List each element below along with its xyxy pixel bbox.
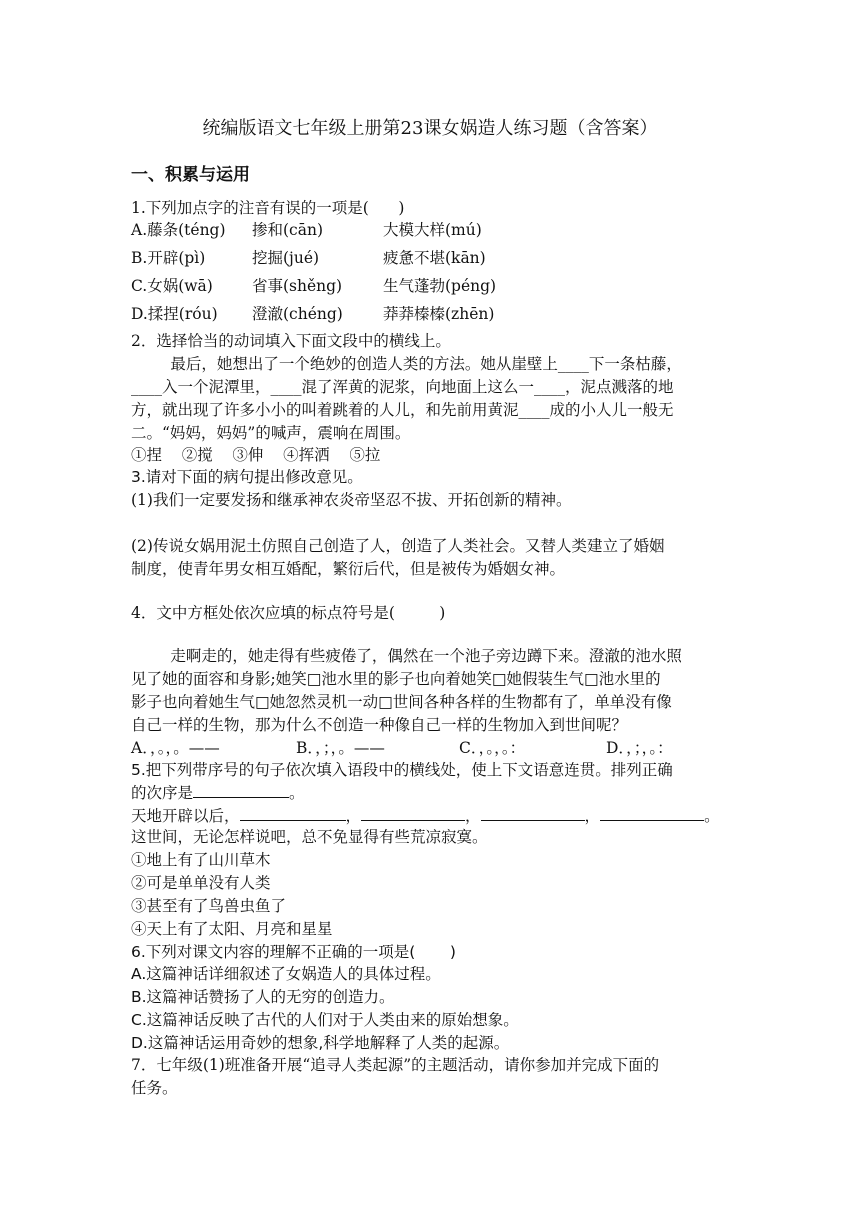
- q1-option-d3: 莽莽榛榛(zhēn): [383, 305, 495, 323]
- fill-blank-1[interactable]: [240, 804, 346, 821]
- q6-option-d: D.这篇神话运用奇妙的想象,科学地解释了人类的起源。: [131, 1034, 510, 1052]
- question-1-stem: 1.下列加点字的注音有误的一项是( ): [131, 199, 405, 217]
- question-7-stem-line2: 任务。: [131, 1079, 178, 1097]
- q1-option-b1: B.开辟(pì): [131, 249, 206, 267]
- section-heading: 一、积累与运用: [131, 165, 250, 185]
- q2-options: ①捏 ②搅 ③伸 ④挥洒 ⑤拉: [131, 446, 381, 464]
- q2-passage-line: 最后，她想出了一个绝妙的创造人类的方法。她从崖壁上____下一条枯藤，: [131, 355, 682, 373]
- q3-sentence-2-line2: 制度，使青年男女相互婚配，繁衍后代，但是被传为婚姻女神。: [131, 560, 566, 578]
- q3-sentence-1: (1)我们一定要发扬和继承神农炎帝坚忍不拔、开拓创新的精神。: [131, 491, 572, 509]
- fill-blank-3[interactable]: [481, 804, 585, 821]
- q5-item: ①地上有了山川草木: [131, 851, 271, 869]
- q4-option-c: C．，。，。：: [459, 739, 526, 757]
- q1-option-b3: 疲惫不堪(kān): [383, 249, 486, 267]
- q4-passage-line: 走啊走的，她走得有些疲倦了，偶然在一个池子旁边蹲下来。澄澈的池水照: [131, 647, 682, 665]
- question-6-stem: 6.下列对课文内容的理解不正确的一项是( ): [131, 943, 456, 961]
- q5-item: ③甚至有了鸟兽虫鱼了: [131, 897, 287, 915]
- question-4-stem: 4．文中方框处依次应填的标点符号是( ): [131, 604, 446, 622]
- q1-option-a3: 大模大样(mú): [383, 221, 482, 239]
- q2-passage-line: 方，就出现了许多小小的叫着跳着的人儿，和先前用黄泥____成的小人儿一般无: [131, 401, 674, 419]
- q5-fill-line: 天地开辟以后， ， ， ， 。: [131, 804, 720, 827]
- question-2-stem: 2．选择恰当的动词填入下面文段中的横线上。: [131, 332, 451, 350]
- fill-blank-2[interactable]: [361, 804, 465, 821]
- q4-option-a: A．，。，。——: [131, 739, 220, 757]
- document-title: 统编版语文七年级上册第23课女娲造人练习题（含答案）: [202, 118, 658, 139]
- q1-option-a1: A.藤条(téng): [131, 221, 226, 239]
- answer-blank[interactable]: [193, 781, 289, 798]
- q6-option-a: A.这篇神话详细叙述了女娲造人的具体过程。: [131, 965, 441, 983]
- q4-passage-line: 见了她的面容和身影;她笑□池水里的影子也向着她笑□她假装生气□池水里的: [131, 670, 661, 688]
- q4-passage-line: 自己一样的生物，那为什么不创造一种像自己一样的生物加入到世间呢？: [131, 716, 628, 734]
- q6-option-c: C.这篇神话反映了古代的人们对于人类由来的原始想象。: [131, 1011, 519, 1029]
- q5-item: ②可是单单没有人类: [131, 874, 271, 892]
- q2-passage-line: ____入一个泥潭里，____混了浑黄的泥浆，向地面上这么一____，泥点溅落的地: [131, 378, 674, 396]
- q1-option-b2: 挖掘(jué): [252, 249, 320, 267]
- q5-after-text: 这世间，无论怎样说吧，总不免显得有些荒凉寂寞。: [131, 828, 488, 846]
- q3-sentence-2-line1: (2)传说女娲用泥土仿照自己创造了人，创造了人类社会。又替人类建立了婚姻: [131, 537, 665, 555]
- question-7-stem: 7．七年级(1)班准备开展“追寻人类起源”的主题活动，请你参加并完成下面的: [131, 1056, 660, 1074]
- q1-option-c2: 省事(shěng): [252, 277, 343, 295]
- q4-option-b: B．，；，。——: [296, 739, 385, 757]
- fill-blank-4[interactable]: [600, 804, 704, 821]
- q1-option-c3: 生气蓬勃(péng): [383, 277, 497, 295]
- q6-option-b: B.这篇神话赞扬了人的无穷的创造力。: [131, 988, 395, 1006]
- q4-passage-line: 影子也向着她生气□她忽然灵机一动□世间各种各样的生物都有了，单单没有像: [131, 693, 672, 711]
- question-5-stem-line2: 的次序是 。: [131, 781, 305, 804]
- q2-passage-line: 二。“妈妈，妈妈”的喊声，震响在周围。: [131, 424, 411, 442]
- q1-option-d1: D.揉捏(róu): [131, 305, 218, 323]
- q1-option-a2: 掺和(cān): [252, 221, 323, 239]
- q4-option-d: D．，；，。：: [606, 739, 673, 757]
- q1-option-c1: C.女娲(wā): [131, 277, 213, 295]
- q1-option-d2: 澄澈(chéng): [252, 305, 343, 323]
- q5-item: ④天上有了太阳、月亮和星星: [131, 920, 333, 938]
- question-5-stem: 5.把下列带序号的句子依次填入语段中的横线处，使上下文语意连贯。排列正确: [131, 761, 673, 779]
- question-3-stem: 3.请对下面的病句提出修改意见。: [131, 468, 363, 486]
